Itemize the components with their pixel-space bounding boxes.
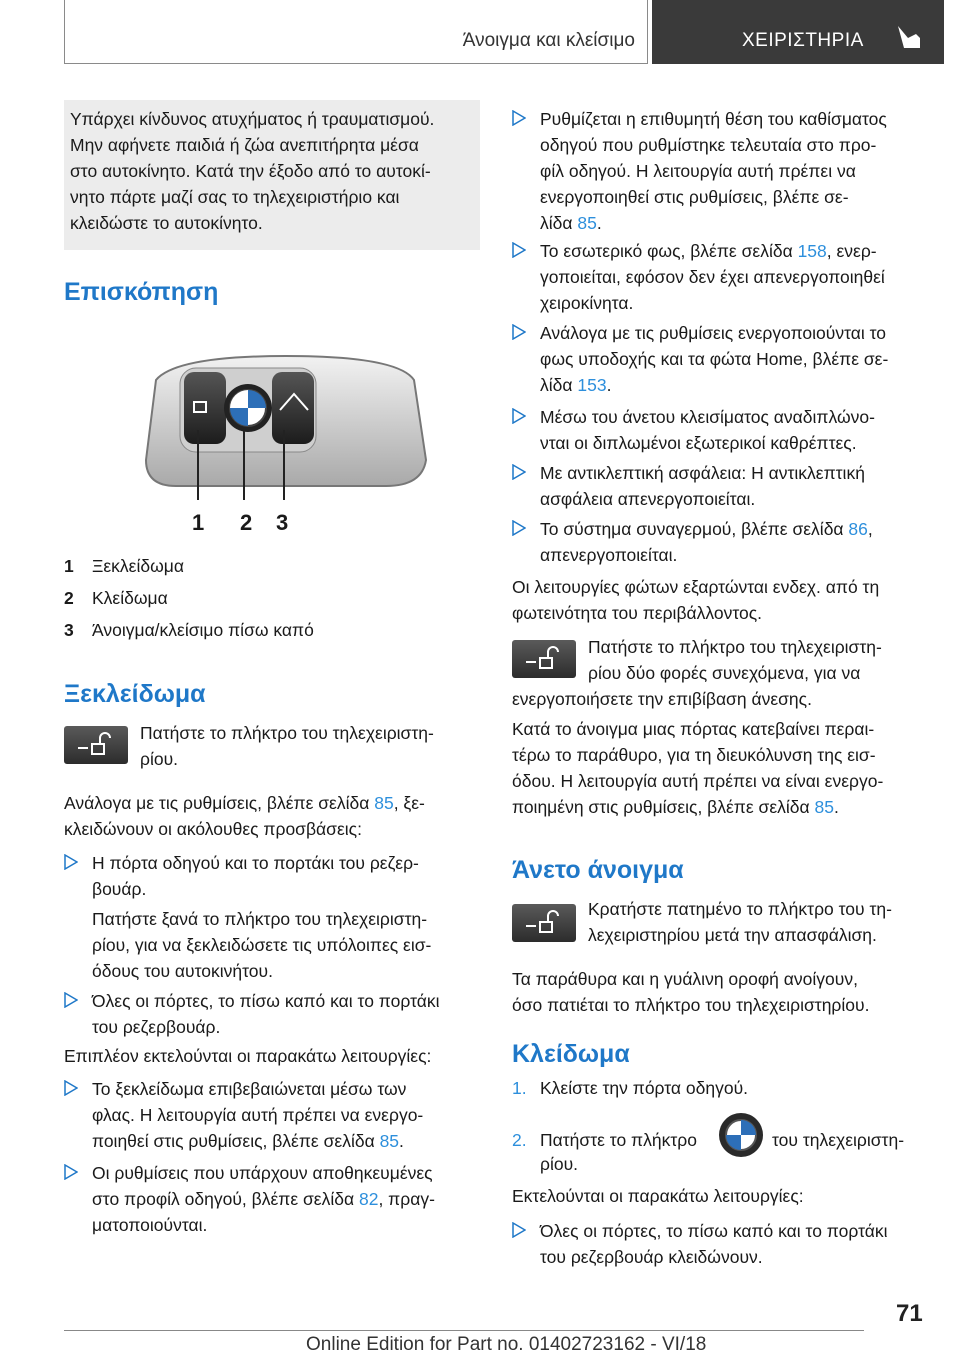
section-title: Άνοιγμα και κλείσιμο xyxy=(462,30,635,51)
page-link[interactable]: 82 xyxy=(358,1189,379,1209)
bullet-item: Οι ρυθμίσεις που υπάρχουν αποθηκευμένες στο προφίλ οδηγού, βλέπε σελίδα 82, πραγ- ματοποιούνται. xyxy=(64,1160,484,1244)
warning-box xyxy=(64,100,480,250)
unlock-icon xyxy=(64,726,128,764)
step-text: ρίου. xyxy=(540,1154,579,1174)
bmw-lock-button-icon xyxy=(718,1112,764,1158)
page-link[interactable]: 85 xyxy=(379,1131,400,1151)
page-link[interactable]: 86 xyxy=(848,519,868,539)
page-number: 71 xyxy=(896,1300,923,1327)
bullet-item: Όλες οι πόρτες, το πίσω καπό και το πορτάκι του ρεζερβουάρ. xyxy=(64,988,484,1048)
page-link[interactable]: 153 xyxy=(577,375,607,395)
page-link[interactable]: 158 xyxy=(797,241,827,261)
unlock-button-image xyxy=(64,726,128,764)
step-number: 1. xyxy=(512,1078,527,1098)
warning-line: νητο πάρτε μαζί σας το τηλεχειριστήριο και xyxy=(70,187,400,207)
hold-text: Κρατήστε πατημένο το πλήκτρο του τη- λεχειριστηρίου μετά την απασφάλιση. xyxy=(588,899,892,945)
legend-label: Ξεκλείδωμα xyxy=(92,556,184,576)
lights-text: Οι λειτουργίες φώτων εξαρτώνται ενδεχ. από τη φωτεινότητα του περιβάλλοντος. xyxy=(512,577,880,623)
bullet-triangle-icon xyxy=(64,1164,78,1180)
header-manual-tab xyxy=(652,0,944,64)
bullet-item: Η πόρτα οδηγού και το πορτάκι του ρεζερ- βουάρ. xyxy=(64,850,484,910)
bullet-item: Το ξεκλείδωμα επιβεβαιώνεται μέσω των φλας. Η λειτουργία αυτή πρέπει να ενεργο- ποιηθεί στις ρυθμίσεις, βλέπε σελίδα 85. xyxy=(64,1076,484,1160)
unlock-intro: Ανάλογα με τις ρυθμίσεις, βλέπε σελίδα 85, ξε- κλειδώνουν οι ακόλουθες προσβάσεις: xyxy=(64,793,425,839)
also-text: Επιπλέον εκτελούνται οι παρακάτω λειτουργίες: xyxy=(64,1046,432,1066)
bullet-item: Με αντικλεπτική ασφάλεια: Η αντικλεπτική ασφάλεια απενεργοποιείται. xyxy=(512,460,932,516)
footer-edition: Online Edition for Part no. 01402723162 - VI/18 xyxy=(306,1334,707,1355)
bullet-item: Μέσω του άνετου κλεισίματος αναδιπλώνο- νται οι διπλωμένοι εξωτερικοί καθρέπτες. xyxy=(512,404,932,460)
bullet-item: Το σύστημα συναγερμού, βλέπε σελίδα 86, απενεργοποιείται. xyxy=(512,516,932,572)
bullet-triangle-icon xyxy=(512,242,526,258)
unlock-button-image xyxy=(512,640,576,678)
bullet-subtext: Πατήστε ξανά το πλήκτρο του τηλεχειριστη- ρίου, για να ξεκλειδώσετε τις υπόλοιπες εισ- όδους του αυτοκινήτου. xyxy=(92,909,432,981)
bullet-triangle-icon xyxy=(512,1222,526,1238)
bullet-item: Ανάλογα με τις ρυθμίσεις ενεργοποιούνται το φως υποδοχής και τα φώτα Home, βλέπε σε- λίδα 153. xyxy=(512,320,932,404)
bullet-triangle-icon xyxy=(512,464,526,480)
bullet-triangle-icon xyxy=(512,324,526,340)
hand-pointer-icon xyxy=(894,24,924,52)
unlock-button-image xyxy=(512,904,576,942)
lock-heading: Κλείδωμα xyxy=(512,1040,630,1068)
bullet-item: Όλες οι πόρτες, το πίσω καπό και το πορτάκι του ρεζερβουάρ κλειδώνουν. xyxy=(512,1218,932,1274)
step-text: Πατήστε το πλήκτρο xyxy=(540,1130,697,1150)
page-link[interactable]: 85 xyxy=(814,797,834,817)
bullet-item: Το εσωτερικό φως, βλέπε σελίδα 158, ενερ- γοποιείται, εφόσον δεν έχει απενεργοποιηθεί χειροκίνητα. xyxy=(512,238,932,322)
legend-num: 1 xyxy=(64,556,74,576)
step-text: του τηλεχειριστη- xyxy=(772,1130,905,1150)
unlock-press-text: Πατήστε το πλήκτρο του τηλεχειριστη- ρίου. xyxy=(140,723,434,769)
step-text: Κλείστε την πόρτα οδηγού. xyxy=(540,1078,749,1098)
legend-num: 2 xyxy=(64,588,74,608)
footer-divider xyxy=(64,1330,864,1331)
unlock-heading: Ξεκλείδωμα xyxy=(64,680,206,708)
bullet-triangle-icon xyxy=(64,854,78,870)
legend-label: Κλείδωμα xyxy=(92,588,168,608)
bullet-triangle-icon xyxy=(512,408,526,424)
warning-line: στο αυτοκίνητο. Κατά την έξοδο από το αυτοκί- xyxy=(70,161,431,181)
twice-text-cont: ενεργοποιήσετε την επιβίβαση άνεσης. xyxy=(512,689,812,709)
warning-line: Μην αφήνετε παιδιά ή ζώα ανεπιτήρητα μέσα xyxy=(70,135,419,155)
bullet-item: Ρυθμίζεται η επιθυμητή θέση του καθίσματος οδηγού που ρυθμίστηκε τελευταία στο προ- φίλ οδηγού. Η λειτουργία αυτή πρέπει να ενεργοποιηθεί στις ρυθμίσεις, βλέπε σε- λίδα 85. xyxy=(512,106,932,236)
manual-label: ΧΕΙΡΙΣΤΗΡΙΑ xyxy=(742,30,864,51)
header-section xyxy=(64,0,648,64)
window-text: Κατά το άνοιγμα μιας πόρτας κατεβαίνει περαι- τέρω το παράθυρο, για τη διευκόλυνση της εισ- όδου. Η λειτουργία αυτή πρέπει να είναι ενεργο- ποιημένη στις ρυθμίσεις, βλέπε σελίδα 85. xyxy=(512,719,884,817)
bullet-triangle-icon xyxy=(512,520,526,536)
exec-text: Εκτελούνται οι παρακάτω λειτουργίες: xyxy=(512,1186,804,1206)
bullet-triangle-icon xyxy=(64,992,78,1008)
page-link[interactable]: 85 xyxy=(374,793,394,813)
warning-line: Υπάρχει κίνδυνος ατυχήματος ή τραυματισμού. xyxy=(70,109,435,129)
legend-label: Άνοιγμα/κλείσιμο πίσω καπό xyxy=(92,620,314,640)
unlock-icon xyxy=(512,640,576,678)
callout-1: 1 xyxy=(192,510,205,535)
overview-heading: Επισκόπηση xyxy=(64,278,219,306)
bullet-triangle-icon xyxy=(512,110,526,126)
twice-text: Πατήστε το πλήκτρο του τηλεχειριστη- ρίου δύο φορές συνεχόμενα, για να xyxy=(588,637,882,683)
unlock-icon xyxy=(512,904,576,942)
page-link[interactable]: 85 xyxy=(577,213,597,233)
warning-line: κλειδώστε το αυτοκίνητο. xyxy=(70,213,263,233)
comfort-open-heading: Άνετο άνοιγμα xyxy=(512,856,684,884)
callout-3: 3 xyxy=(276,510,289,535)
roof-text: Τα παράθυρα και η γυάλινη οροφή ανοίγουν, όσο πατιέται το πλήκτρο του τηλεχειριστηρίου. xyxy=(512,969,870,1015)
step-number: 2. xyxy=(512,1130,527,1150)
legend-num: 3 xyxy=(64,620,74,640)
bullet-triangle-icon xyxy=(64,1080,78,1096)
callout-2: 2 xyxy=(240,510,253,535)
